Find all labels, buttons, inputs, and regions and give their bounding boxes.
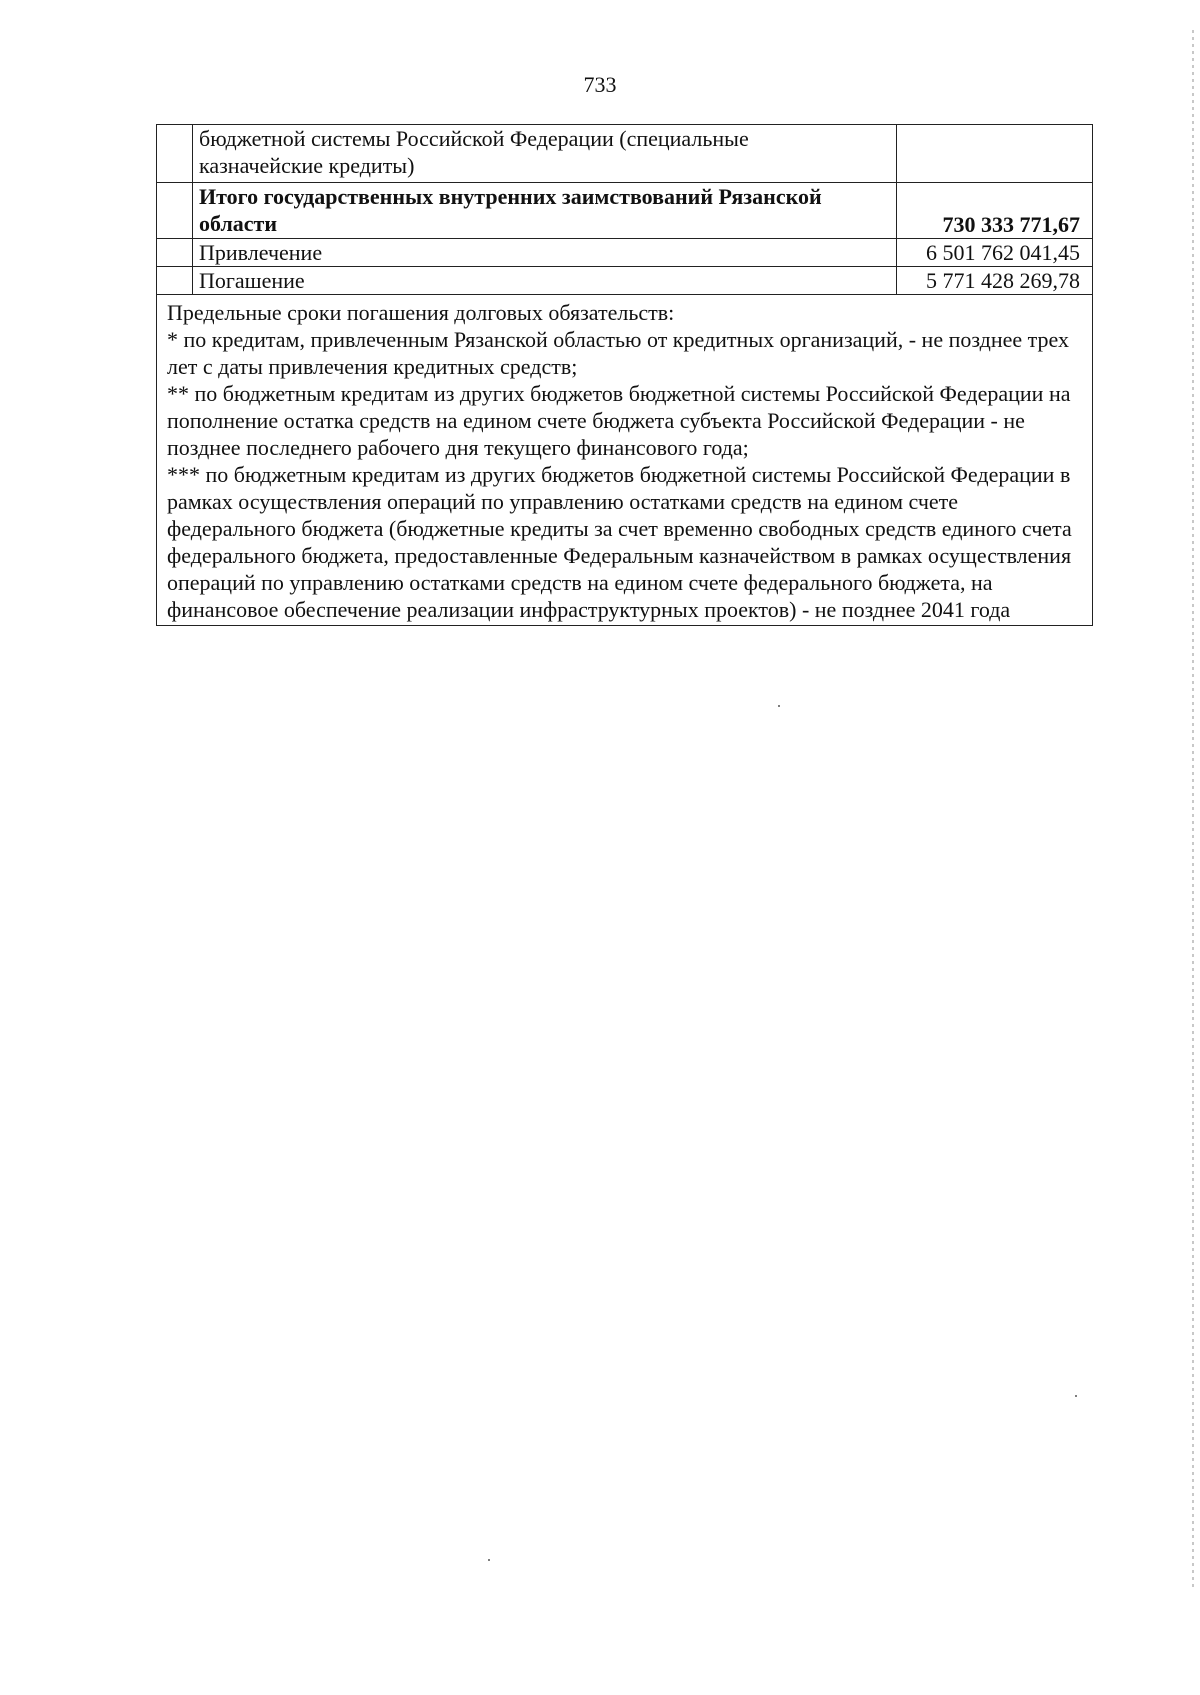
row-index-cell — [157, 183, 193, 239]
row-label: Погашение — [193, 267, 897, 295]
note-item: * по кредитам, привлеченным Рязанской областью от кредитных организаций, - не позднее трех лет с даты привлечения кредитных средств; — [167, 327, 1069, 379]
note-item: *** по бюджетным кредитам из других бюджетов бюджетной системы Российской Федерации в рамках осуществления операций по управлению остатками средств на едином счете федерального бюджета (бюджетные кредиты за счет временно свободных средств единого счета федерального бюджета, предоставленные Федеральным казначейством в рамках осуществления операций по управлению остатками средств на едином счете федерального бюджета, на финансовое обеспечение реализации инфраструктурных проектов) - не позднее 2041 года — [167, 462, 1072, 622]
table-row — [157, 239, 1093, 267]
row-amount: 6 501 762 041,45 — [897, 239, 1093, 267]
row-amount: 5 771 428 269,78 — [897, 267, 1093, 295]
notes-heading: Предельные сроки погашения долговых обязательств: — [167, 300, 675, 325]
page-number: 733 — [583, 72, 617, 97]
borrowings-table — [156, 124, 1093, 626]
notes-cell — [157, 295, 1093, 626]
scan-edge — [1192, 30, 1194, 1590]
row-amount — [897, 125, 1093, 183]
table-row-total — [157, 183, 1093, 239]
row-label: Привлечение — [193, 239, 897, 267]
row-index-cell — [157, 267, 193, 295]
scan-artifact — [1075, 1395, 1077, 1397]
row-index-cell — [157, 125, 193, 183]
table-row — [157, 267, 1093, 295]
note-item: ** по бюджетным кредитам из других бюджетов бюджетной системы Российской Федерации на пополнение остатка средств на едином счете бюджета субъекта Российской Федерации - не позднее последнего рабочего дня текущего финансового года; — [167, 381, 1071, 460]
row-label: бюджетной системы Российской Федерации (специальные казначейские кредиты) — [193, 125, 897, 183]
table-row — [157, 125, 1093, 183]
scan-artifact — [488, 1559, 490, 1561]
total-amount: 730 333 771,67 — [897, 183, 1093, 239]
total-label: Итого государственных внутренних заимствований Рязанской области — [193, 183, 897, 239]
row-index-cell — [157, 239, 193, 267]
notes-row — [157, 295, 1093, 626]
scan-artifact — [778, 705, 780, 707]
